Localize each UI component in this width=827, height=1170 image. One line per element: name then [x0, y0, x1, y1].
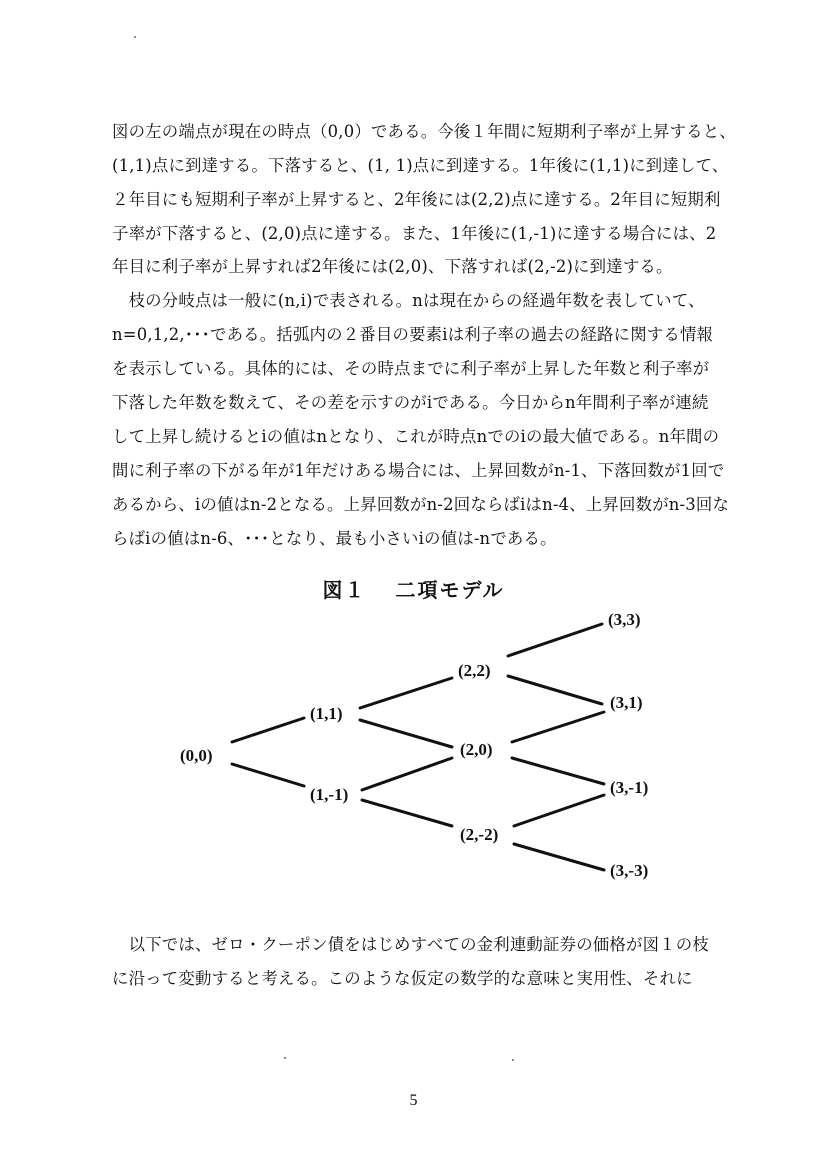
text-line: 図の左の端点が現在の時点（0,0）である。今後１年間に短期利子率が上昇すると、	[112, 122, 736, 141]
text-line: n=0,1,2,･･･である。括弧内の２番目の要素iは利子率の過去の経路に関する情報	[112, 325, 714, 344]
edge-11-22	[360, 678, 452, 708]
node-2-m2: (2,-2)	[460, 825, 499, 844]
node-3-m1: (3,-1)	[610, 778, 649, 797]
node-3-m3: (3,-3)	[610, 861, 649, 880]
edge-20-3m1	[512, 758, 604, 784]
text-line: 下落した年数を数えて、その差を示すのがiである。今日からn年間利子率が連続	[112, 393, 709, 412]
edge-20-31	[512, 712, 604, 742]
figure-caption: 二項モデル	[395, 578, 505, 602]
edge-1m1-20	[362, 758, 452, 790]
edge-00-11	[232, 718, 304, 742]
scan-speck	[512, 1059, 514, 1061]
node-3-1: (3,1)	[610, 693, 643, 712]
text-line: 枝の分岐点は一般に(n,i)で表される。nは現在からの経過年数を表していて、	[112, 291, 705, 310]
page-number: 5	[409, 1092, 418, 1109]
text-line: を表示している。具体的には、その時点までに利子率が上昇した年数と利子率が	[112, 359, 710, 378]
text-line: 年目に利子率が上昇すれば2年後には(2,0)、下落すれば(2,-2)に到達する。	[112, 257, 673, 276]
node-1-m1: (1,-1)	[310, 785, 349, 804]
text-line: らばiの値はn-6、･･･となり、最も小さいiの値は-nである。	[112, 529, 557, 548]
tree-edges	[232, 624, 604, 870]
edge-22-31	[508, 676, 602, 704]
edge-11-20	[360, 720, 452, 747]
edge-00-1m1	[232, 764, 304, 786]
text-line: (1,1)点に到達する。下落すると、(1, 1)点に到達する。1年後に(1,1)に到達して、	[112, 156, 729, 175]
text-line: して上昇し続けるとiの値はnとなり、これが時点nでのiの最大値である。n年間の	[112, 427, 720, 446]
edge-2m2-3m1	[514, 795, 604, 826]
node-0-0: (0,0)	[180, 746, 213, 765]
text-line: 以下では、ゼロ・クーポン債をはじめすべての金利連動証券の価格が図１の枝	[112, 935, 709, 954]
text-line: ２年目にも短期利子率が上昇すると、2年後には(2,2)点に達する。2年目に短期利	[112, 190, 721, 209]
node-1-1: (1,1)	[310, 704, 343, 723]
edge-1m1-2m2	[362, 800, 452, 826]
node-2-0: (2,0)	[460, 740, 493, 759]
text-line: あるから、iの値はn-2となる。上昇回数がn-2回ならばiはn-4、上昇回数がn-3回な	[112, 495, 730, 514]
text-line: 間に利子率の下がる年が1年だけある場合には、上昇回数がn-1、下落回数が1回で	[112, 461, 725, 480]
scan-speck	[284, 1057, 286, 1059]
text-line: 子率が下落すると、(2,0)点に達する。また、1年後に(1,-1)に達する場合には、2	[112, 224, 717, 243]
figure-label: 図１	[322, 578, 367, 602]
edge-22-33	[508, 624, 602, 656]
node-3-3: (3,3)	[608, 610, 641, 629]
edge-2m2-3m3	[514, 844, 604, 870]
node-2-2: (2,2)	[458, 661, 491, 680]
text-line: に沿って変動すると考える。このような仮定の数学的な意味と実用性、それに	[112, 969, 693, 988]
